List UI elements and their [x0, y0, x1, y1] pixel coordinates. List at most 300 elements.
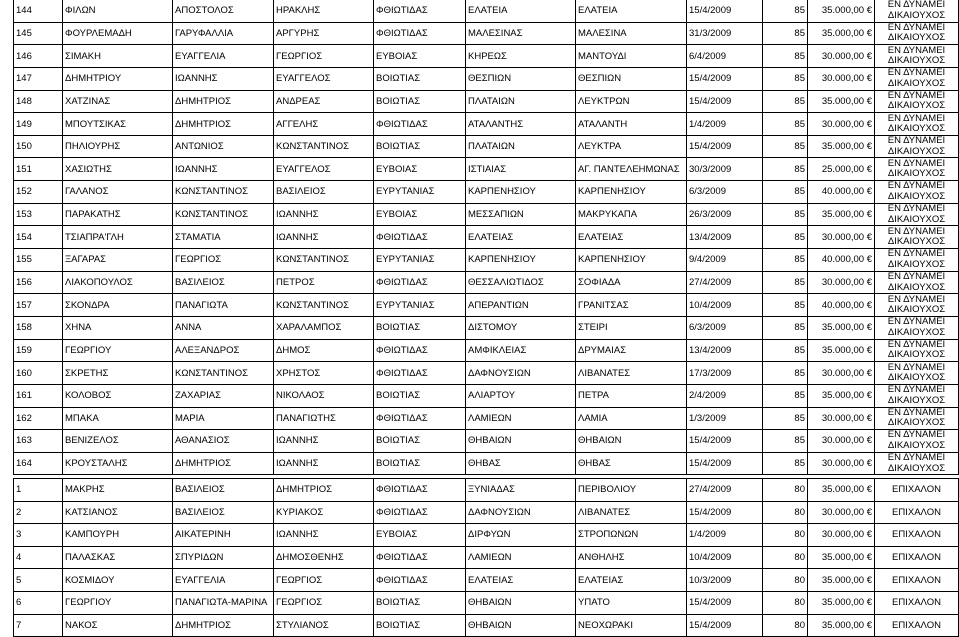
status-cell: ΕΝ ΔΥΝΑΜΕΙ ΔΙΚΑΙΟΥΧΟΣ — [875, 67, 959, 90]
row-number-cell: 3 — [14, 524, 63, 547]
score-cell: 85 — [763, 226, 808, 249]
score-cell: 85 — [763, 271, 808, 294]
prefecture-cell: ΒΟΙΩΤΙΑΣ — [374, 90, 466, 113]
row-number-cell: 148 — [14, 90, 63, 113]
father-name-cell: ΚΩΝΣΤΑΝΤΙΝΟΣ — [274, 294, 374, 317]
municipality-cell: ΚΑΡΠΕΝΗΣΙΟΥ — [466, 249, 576, 272]
first-name-cell: ΑΘΑΝΑΣΙΟΣ — [173, 430, 274, 453]
row-number-cell: 147 — [14, 67, 63, 90]
prefecture-cell: ΦΘΙΩΤΙΔΑΣ — [374, 22, 466, 45]
status-cell: ΕΠΙΧΑΛΟΝ — [875, 569, 959, 592]
first-name-cell: ΔΗΜΗΤΡΙΟΣ — [173, 113, 274, 136]
municipality-cell: ΑΠΕΡΑΝΤΙΩΝ — [466, 294, 576, 317]
amount-cell: 35.000,00 € — [808, 384, 875, 407]
amount-cell: 35.000,00 € — [808, 479, 875, 502]
score-cell: 85 — [763, 452, 808, 475]
score-cell: 85 — [763, 135, 808, 158]
father-name-cell: ΕΥΑΓΓΕΛΟΣ — [274, 158, 374, 181]
prefecture-cell: ΒΟΙΩΤΙΑΣ — [374, 135, 466, 158]
prefecture-cell: ΒΟΙΩΤΙΑΣ — [374, 67, 466, 90]
municipality-cell: ΜΑΛΕΣΙΝΑΣ — [466, 22, 576, 45]
status-cell: ΕΝ ΔΥΝΑΜΕΙ ΔΙΚΑΙΟΥΧΟΣ — [875, 316, 959, 339]
father-name-cell: ΠΑΝΑΓΙΩΤΗΣ — [274, 407, 374, 430]
municipality-cell: ΛΑΜΙΕΩΝ — [466, 407, 576, 430]
application-date-cell: 15/4/2009 — [687, 591, 763, 614]
prefecture-cell: ΒΟΙΩΤΙΑΣ — [374, 591, 466, 614]
application-date-cell: 2/4/2009 — [687, 384, 763, 407]
status-cell: ΕΝ ΔΥΝΑΜΕΙ ΔΙΚΑΙΟΥΧΟΣ — [875, 113, 959, 136]
prefecture-cell: ΕΥΒΟΙΑΣ — [374, 158, 466, 181]
municipality-cell: ΚΑΡΠΕΝΗΣΙΟΥ — [466, 181, 576, 204]
table-row — [14, 614, 959, 637]
amount-cell: 35.000,00 € — [808, 614, 875, 637]
application-date-cell: 15/4/2009 — [687, 614, 763, 637]
prefecture-cell: ΦΘΙΩΤΙΔΑΣ — [374, 271, 466, 294]
prefecture-cell: ΦΘΙΩΤΙΔΑΣ — [374, 546, 466, 569]
table-row — [14, 0, 959, 22]
surname-cell: ΓΑΛΑΝΟΣ — [63, 181, 173, 204]
municipality-cell: ΔΙΡΦΥΩΝ — [466, 524, 576, 547]
father-name-cell: ΚΩΝΣΤΑΝΤΙΝΟΣ — [274, 249, 374, 272]
table-row — [14, 384, 959, 407]
first-name-cell: ΕΥΑΓΓΕΛΙΑ — [173, 569, 274, 592]
first-name-cell: ΜΑΡΙΑ — [173, 407, 274, 430]
row-number-cell: 1 — [14, 479, 63, 502]
settlement-cell: ΛΙΒΑΝΑΤΕΣ — [576, 362, 687, 385]
father-name-cell: ΙΩΑΝΝΗΣ — [274, 452, 374, 475]
status-cell: ΕΝ ΔΥΝΑΜΕΙ ΔΙΚΑΙΟΥΧΟΣ — [875, 294, 959, 317]
prefecture-cell: ΒΟΙΩΤΙΑΣ — [374, 614, 466, 637]
application-date-cell: 27/4/2009 — [687, 271, 763, 294]
municipality-cell: ΘΗΒΑΙΩΝ — [466, 430, 576, 453]
surname-cell: ΚΑΤΣΙΑΝΟΣ — [63, 501, 173, 524]
municipality-cell: ΘΗΒΑΙΩΝ — [466, 591, 576, 614]
father-name-cell: ΔΗΜΗΤΡΙΟΣ — [274, 479, 374, 502]
settlement-cell: ΛΙΒΑΝΑΤΕΣ — [576, 501, 687, 524]
status-cell: ΕΝ ΔΥΝΑΜΕΙ ΔΙΚΑΙΟΥΧΟΣ — [875, 90, 959, 113]
settlement-cell: ΘΗΒΑΙΩΝ — [576, 430, 687, 453]
first-name-cell: ΑΝΝΑ — [173, 316, 274, 339]
application-date-cell: 10/4/2009 — [687, 546, 763, 569]
municipality-cell: ΑΜΦΙΚΛΕΙΑΣ — [466, 339, 576, 362]
first-name-cell: ΙΩΑΝΝΗΣ — [173, 158, 274, 181]
surname-cell: ΛΙΑΚΟΠΟΥΛΟΣ — [63, 271, 173, 294]
score-cell: 85 — [763, 181, 808, 204]
settlement-cell: ΔΡΥΜΑΙΑΣ — [576, 339, 687, 362]
table-row — [14, 501, 959, 524]
settlement-cell: ΕΛΑΤΕΙΑΣ — [576, 569, 687, 592]
table-row — [14, 181, 959, 204]
municipality-cell: ΕΛΑΤΕΙΑ — [466, 0, 576, 22]
surname-cell: ΦΙΛΩΝ — [63, 0, 173, 22]
first-name-cell: ΑΛΕΞΑΝΔΡΟΣ — [173, 339, 274, 362]
status-cell: ΕΝ ΔΥΝΑΜΕΙ ΔΙΚΑΙΟΥΧΟΣ — [875, 271, 959, 294]
status-cell: ΕΝ ΔΥΝΑΜΕΙ ΔΙΚΑΙΟΥΧΟΣ — [875, 181, 959, 204]
settlement-cell: ΚΑΡΠΕΝΗΣΙΟΥ — [576, 181, 687, 204]
amount-cell: 35.000,00 € — [808, 0, 875, 22]
surname-cell: ΠΑΛΑΣΚΑΣ — [63, 546, 173, 569]
table-row — [14, 294, 959, 317]
prefecture-cell: ΦΘΙΩΤΙΔΑΣ — [374, 0, 466, 22]
first-name-cell: ΚΩΝΣΤΑΝΤΙΝΟΣ — [173, 362, 274, 385]
municipality-cell: ΛΑΜΙΕΩΝ — [466, 546, 576, 569]
application-date-cell: 15/4/2009 — [687, 67, 763, 90]
father-name-cell: ΠΕΤΡΟΣ — [274, 271, 374, 294]
surname-cell: ΓΕΩΡΓΙΟΥ — [63, 591, 173, 614]
first-name-cell: ΒΑΣΙΛΕΙΟΣ — [173, 501, 274, 524]
score-cell: 85 — [763, 45, 808, 68]
amount-cell: 30.000,00 € — [808, 524, 875, 547]
application-date-cell: 1/3/2009 — [687, 407, 763, 430]
status-cell: ΕΝ ΔΥΝΑΜΕΙ ΔΙΚΑΙΟΥΧΟΣ — [875, 430, 959, 453]
prefecture-cell: ΦΘΙΩΤΙΔΑΣ — [374, 407, 466, 430]
prefecture-cell: ΒΟΙΩΤΙΑΣ — [374, 430, 466, 453]
alternates-table — [13, 478, 959, 637]
municipality-cell: ΘΗΒΑΙΩΝ — [466, 614, 576, 637]
status-cell: ΕΠΙΧΑΛΟΝ — [875, 524, 959, 547]
prefecture-cell: ΦΘΙΩΤΙΔΑΣ — [374, 226, 466, 249]
father-name-cell: ΕΥΑΓΓΕΛΟΣ — [274, 67, 374, 90]
row-number-cell: 144 — [14, 0, 63, 22]
municipality-cell: ΙΣΤΙΑΙΑΣ — [466, 158, 576, 181]
municipality-cell: ΘΗΒΑΣ — [466, 452, 576, 475]
application-date-cell: 30/3/2009 — [687, 158, 763, 181]
surname-cell: ΧΑΣΙΩΤΗΣ — [63, 158, 173, 181]
application-date-cell: 10/3/2009 — [687, 569, 763, 592]
first-name-cell: ΠΑΝΑΓΙΩΤΑ — [173, 294, 274, 317]
amount-cell: 30.000,00 € — [808, 45, 875, 68]
municipality-cell: ΔΑΦΝΟΥΣΙΩΝ — [466, 501, 576, 524]
application-date-cell: 13/4/2009 — [687, 339, 763, 362]
surname-cell: ΜΑΚΡΗΣ — [63, 479, 173, 502]
table-row — [14, 45, 959, 68]
status-cell: ΕΝ ΔΥΝΑΜΕΙ ΔΙΚΑΙΟΥΧΟΣ — [875, 339, 959, 362]
row-number-cell: 161 — [14, 384, 63, 407]
table-row — [14, 339, 959, 362]
municipality-cell: ΔΑΦΝΟΥΣΙΩΝ — [466, 362, 576, 385]
amount-cell: 35.000,00 € — [808, 203, 875, 226]
settlement-cell: ΓΡΑΝΙΤΣΑΣ — [576, 294, 687, 317]
surname-cell: ΚΑΜΠΟΥΡΗ — [63, 524, 173, 547]
settlement-cell: ΝΕΟΧΩΡΑΚΙ — [576, 614, 687, 637]
row-number-cell: 151 — [14, 158, 63, 181]
first-name-cell: ΕΥΑΓΓΕΛΙΑ — [173, 45, 274, 68]
score-cell: 80 — [763, 569, 808, 592]
surname-cell: ΞΑΓΑΡΑΣ — [63, 249, 173, 272]
status-cell: ΕΝ ΔΥΝΑΜΕΙ ΔΙΚΑΙΟΥΧΟΣ — [875, 362, 959, 385]
score-cell: 80 — [763, 524, 808, 547]
father-name-cell: ΑΝΔΡΕΑΣ — [274, 90, 374, 113]
father-name-cell: ΔΗΜΟΣ — [274, 339, 374, 362]
settlement-cell: ΜΑΛΕΣΙΝΑ — [576, 22, 687, 45]
settlement-cell: ΠΕΡΙΒΟΛΙΟΥ — [576, 479, 687, 502]
amount-cell: 40.000,00 € — [808, 249, 875, 272]
beneficiaries-table — [13, 0, 959, 475]
table-row — [14, 591, 959, 614]
first-name-cell: ΔΗΜΗΤΡΙΟΣ — [173, 90, 274, 113]
settlement-cell: ΜΑΚΡΥΚΑΠΑ — [576, 203, 687, 226]
municipality-cell: ΕΛΑΤΕΙΑΣ — [466, 569, 576, 592]
prefecture-cell: ΒΟΙΩΤΙΑΣ — [374, 316, 466, 339]
settlement-cell: ΛΕΥΚΤΡΩΝ — [576, 90, 687, 113]
first-name-cell: ΔΗΜΗΤΡΙΟΣ — [173, 614, 274, 637]
row-number-cell: 7 — [14, 614, 63, 637]
row-number-cell: 158 — [14, 316, 63, 339]
surname-cell: ΦΟΥΡΛΕΜΑΔΗ — [63, 22, 173, 45]
row-number-cell: 2 — [14, 501, 63, 524]
amount-cell: 35.000,00 € — [808, 90, 875, 113]
father-name-cell: ΧΑΡΑΛΑΜΠΟΣ — [274, 316, 374, 339]
score-cell: 80 — [763, 614, 808, 637]
row-number-cell: 164 — [14, 452, 63, 475]
settlement-cell: ΥΠΑΤΟ — [576, 591, 687, 614]
application-date-cell: 17/3/2009 — [687, 362, 763, 385]
municipality-cell: ΘΕΣΣΑΛΙΩΤΙΔΟΣ — [466, 271, 576, 294]
status-cell: ΕΝ ΔΥΝΑΜΕΙ ΔΙΚΑΙΟΥΧΟΣ — [875, 203, 959, 226]
application-date-cell: 15/4/2009 — [687, 430, 763, 453]
amount-cell: 30.000,00 € — [808, 67, 875, 90]
amount-cell: 30.000,00 € — [808, 226, 875, 249]
father-name-cell: ΓΕΩΡΓΙΟΣ — [274, 45, 374, 68]
father-name-cell: ΣΤΥΛΙΑΝΟΣ — [274, 614, 374, 637]
prefecture-cell: ΕΥΒΟΙΑΣ — [374, 524, 466, 547]
score-cell: 85 — [763, 203, 808, 226]
surname-cell: ΔΗΜΗΤΡΙΟΥ — [63, 67, 173, 90]
father-name-cell: ΔΗΜΟΣΘΕΝΗΣ — [274, 546, 374, 569]
application-date-cell: 6/4/2009 — [687, 45, 763, 68]
father-name-cell: ΝΙΚΟΛΑΟΣ — [274, 384, 374, 407]
prefecture-cell: ΦΘΙΩΤΙΔΑΣ — [374, 479, 466, 502]
amount-cell: 40.000,00 € — [808, 294, 875, 317]
status-cell: ΕΝ ΔΥΝΑΜΕΙ ΔΙΚΑΙΟΥΧΟΣ — [875, 158, 959, 181]
settlement-cell: ΛΕΥΚΤΡΑ — [576, 135, 687, 158]
amount-cell: 35.000,00 € — [808, 22, 875, 45]
table-row — [14, 90, 959, 113]
table-row — [14, 203, 959, 226]
father-name-cell: ΑΡΓΥΡΗΣ — [274, 22, 374, 45]
row-number-cell: 146 — [14, 45, 63, 68]
score-cell: 85 — [763, 294, 808, 317]
municipality-cell: ΑΤΑΛΑΝΤΗΣ — [466, 113, 576, 136]
row-number-cell: 5 — [14, 569, 63, 592]
row-number-cell: 163 — [14, 430, 63, 453]
table-row — [14, 479, 959, 502]
application-date-cell: 9/4/2009 — [687, 249, 763, 272]
application-date-cell: 13/4/2009 — [687, 226, 763, 249]
score-cell: 85 — [763, 430, 808, 453]
surname-cell: ΣΚΡΕΤΗΣ — [63, 362, 173, 385]
father-name-cell: ΙΩΑΝΝΗΣ — [274, 524, 374, 547]
application-date-cell: 1/4/2009 — [687, 113, 763, 136]
application-date-cell: 15/4/2009 — [687, 90, 763, 113]
first-name-cell: ΣΤΑΜΑΤΙΑ — [173, 226, 274, 249]
surname-cell: ΓΕΩΡΓΙΟΥ — [63, 339, 173, 362]
amount-cell: 30.000,00 € — [808, 407, 875, 430]
father-name-cell: ΧΡΗΣΤΟΣ — [274, 362, 374, 385]
table-row — [14, 524, 959, 547]
settlement-cell: ΑΝΘΗΛΗΣ — [576, 546, 687, 569]
first-name-cell: ΑΠΟΣΤΟΛΟΣ — [173, 0, 274, 22]
municipality-cell: ΑΛΙΑΡΤΟΥ — [466, 384, 576, 407]
first-name-cell: ΠΑΝΑΓΙΩΤΑ-ΜΑΡΙΝΑ — [173, 591, 274, 614]
settlement-cell: ΛΑΜΙΑ — [576, 407, 687, 430]
amount-cell: 40.000,00 € — [808, 181, 875, 204]
score-cell: 85 — [763, 339, 808, 362]
surname-cell: ΝΑΚΟΣ — [63, 614, 173, 637]
application-date-cell: 6/3/2009 — [687, 181, 763, 204]
settlement-cell: ΠΕΤΡΑ — [576, 384, 687, 407]
amount-cell: 35.000,00 € — [808, 591, 875, 614]
table-row — [14, 569, 959, 592]
settlement-cell: ΣΤΡΟΠΩΝΩΝ — [576, 524, 687, 547]
table-row — [14, 135, 959, 158]
row-number-cell: 157 — [14, 294, 63, 317]
surname-cell: ΧΑΤΖΙΝΑΣ — [63, 90, 173, 113]
father-name-cell: ΙΩΑΝΝΗΣ — [274, 203, 374, 226]
surname-cell: ΣΙΜΑΚΗ — [63, 45, 173, 68]
settlement-cell: ΚΑΡΠΕΝΗΣΙΟΥ — [576, 249, 687, 272]
status-cell: ΕΠΙΧΑΛΟΝ — [875, 614, 959, 637]
status-cell: ΕΠΙΧΑΛΟΝ — [875, 546, 959, 569]
score-cell: 80 — [763, 501, 808, 524]
score-cell: 80 — [763, 546, 808, 569]
score-cell: 85 — [763, 113, 808, 136]
municipality-cell: ΕΛΑΤΕΙΑΣ — [466, 226, 576, 249]
father-name-cell: ΙΩΑΝΝΗΣ — [274, 430, 374, 453]
settlement-cell: ΑΤΑΛΑΝΤΗ — [576, 113, 687, 136]
status-cell: ΕΝ ΔΥΝΑΜΕΙ ΔΙΚΑΙΟΥΧΟΣ — [875, 452, 959, 475]
prefecture-cell: ΕΥΒΟΙΑΣ — [374, 203, 466, 226]
surname-cell: ΚΟΣΜΙΔΟΥ — [63, 569, 173, 592]
prefecture-cell: ΦΘΙΩΤΙΔΑΣ — [374, 113, 466, 136]
row-number-cell: 149 — [14, 113, 63, 136]
prefecture-cell: ΕΥΡΥΤΑΝΙΑΣ — [374, 181, 466, 204]
prefecture-cell: ΕΥΒΟΙΑΣ — [374, 45, 466, 68]
prefecture-cell: ΒΟΙΩΤΙΑΣ — [374, 384, 466, 407]
amount-cell: 30.000,00 € — [808, 430, 875, 453]
settlement-cell: ΘΕΣΠΙΩΝ — [576, 67, 687, 90]
first-name-cell: ΑΝΤΩΝΙΟΣ — [173, 135, 274, 158]
settlement-cell: ΕΛΑΤΕΙΑΣ — [576, 226, 687, 249]
row-number-cell: 156 — [14, 271, 63, 294]
surname-cell: ΜΠΟΥΤΣΙΚΑΣ — [63, 113, 173, 136]
surname-cell: ΚΟΛΟΒΟΣ — [63, 384, 173, 407]
settlement-cell: ΣΟΦΙΑΔΑ — [576, 271, 687, 294]
father-name-cell: ΒΑΣΙΛΕΙΟΣ — [274, 181, 374, 204]
row-number-cell: 6 — [14, 591, 63, 614]
prefecture-cell: ΒΟΙΩΤΙΑΣ — [374, 452, 466, 475]
score-cell: 80 — [763, 479, 808, 502]
municipality-cell: ΠΛΑΤΑΙΩΝ — [466, 90, 576, 113]
row-number-cell: 153 — [14, 203, 63, 226]
surname-cell: ΒΕΝΙΖΕΛΟΣ — [63, 430, 173, 453]
score-cell: 85 — [763, 22, 808, 45]
table-row — [14, 249, 959, 272]
first-name-cell: ΓΕΩΡΓΙΟΣ — [173, 249, 274, 272]
row-number-cell: 155 — [14, 249, 63, 272]
amount-cell: 30.000,00 € — [808, 271, 875, 294]
prefecture-cell: ΕΥΡΥΤΑΝΙΑΣ — [374, 294, 466, 317]
municipality-cell: ΞΥΝΙΑΔΑΣ — [466, 479, 576, 502]
status-cell: ΕΝ ΔΥΝΑΜΕΙ ΔΙΚΑΙΟΥΧΟΣ — [875, 0, 959, 22]
score-cell: 85 — [763, 384, 808, 407]
table-row — [14, 226, 959, 249]
score-cell: 85 — [763, 67, 808, 90]
application-date-cell: 15/4/2009 — [687, 501, 763, 524]
settlement-cell: ΣΤΕΙΡΙ — [576, 316, 687, 339]
first-name-cell: ΚΩΝΣΤΑΝΤΙΝΟΣ — [173, 203, 274, 226]
table-row — [14, 67, 959, 90]
application-date-cell: 1/4/2009 — [687, 524, 763, 547]
father-name-cell: ΚΥΡΙΑΚΟΣ — [274, 501, 374, 524]
first-name-cell: ΚΩΝΣΤΑΝΤΙΝΟΣ — [173, 181, 274, 204]
surname-cell: ΠΗΛΙΟΥΡΗΣ — [63, 135, 173, 158]
amount-cell: 35.000,00 € — [808, 546, 875, 569]
amount-cell: 30.000,00 € — [808, 113, 875, 136]
score-cell: 85 — [763, 316, 808, 339]
table-row — [14, 452, 959, 475]
father-name-cell: ΓΕΩΡΓΙΟΣ — [274, 591, 374, 614]
first-name-cell: ΓΑΡΥΦΑΛΛΙΑ — [173, 22, 274, 45]
application-date-cell: 31/3/2009 — [687, 22, 763, 45]
table-row — [14, 22, 959, 45]
application-date-cell: 15/4/2009 — [687, 0, 763, 22]
row-number-cell: 160 — [14, 362, 63, 385]
table-row — [14, 113, 959, 136]
surname-cell: ΠΑΡΑΚΑΤΗΣ — [63, 203, 173, 226]
score-cell: 85 — [763, 158, 808, 181]
row-number-cell: 162 — [14, 407, 63, 430]
table-row — [14, 316, 959, 339]
surname-cell: ΧΗΝΑ — [63, 316, 173, 339]
application-date-cell: 6/3/2009 — [687, 316, 763, 339]
father-name-cell: ΓΕΩΡΓΙΟΣ — [274, 569, 374, 592]
surname-cell: ΤΣΙΑΠΡΑ'ΓΛΗ — [63, 226, 173, 249]
table-row — [14, 362, 959, 385]
prefecture-cell: ΦΘΙΩΤΙΔΑΣ — [374, 362, 466, 385]
amount-cell: 30.000,00 € — [808, 362, 875, 385]
table-row — [14, 546, 959, 569]
score-cell: 85 — [763, 362, 808, 385]
first-name-cell: ΖΑΧΑΡΙΑΣ — [173, 384, 274, 407]
amount-cell: 30.000,00 € — [808, 452, 875, 475]
first-name-cell: ΑΙΚΑΤΕΡΙΝΗ — [173, 524, 274, 547]
prefecture-cell: ΦΘΙΩΤΙΔΑΣ — [374, 339, 466, 362]
father-name-cell: ΗΡΑΚΛΗΣ — [274, 0, 374, 22]
father-name-cell: ΚΩΝΣΤΑΝΤΙΝΟΣ — [274, 135, 374, 158]
settlement-cell: ΕΛΑΤΕΙΑ — [576, 0, 687, 22]
amount-cell: 25.000,00 € — [808, 158, 875, 181]
table-row — [14, 158, 959, 181]
row-number-cell: 154 — [14, 226, 63, 249]
first-name-cell: ΒΑΣΙΛΕΙΟΣ — [173, 479, 274, 502]
settlement-cell: ΘΗΒΑΣ — [576, 452, 687, 475]
score-cell: 85 — [763, 90, 808, 113]
municipality-cell: ΚΗΡΕΩΣ — [466, 45, 576, 68]
father-name-cell: ΑΓΓΕΛΗΣ — [274, 113, 374, 136]
first-name-cell: ΔΗΜΗΤΡΙΟΣ — [173, 452, 274, 475]
table-row — [14, 271, 959, 294]
prefecture-cell: ΦΘΙΩΤΙΔΑΣ — [374, 501, 466, 524]
settlement-cell: ΑΓ. ΠΑΝΤΕΛΕΗΜΩΝΑΣ — [576, 158, 687, 181]
father-name-cell: ΙΩΑΝΝΗΣ — [274, 226, 374, 249]
application-date-cell: 10/4/2009 — [687, 294, 763, 317]
status-cell: ΕΠΙΧΑΛΟΝ — [875, 591, 959, 614]
table-row — [14, 407, 959, 430]
application-date-cell: 15/4/2009 — [687, 135, 763, 158]
municipality-cell: ΠΛΑΤΑΙΩΝ — [466, 135, 576, 158]
first-name-cell: ΣΠΥΡΙΔΩΝ — [173, 546, 274, 569]
